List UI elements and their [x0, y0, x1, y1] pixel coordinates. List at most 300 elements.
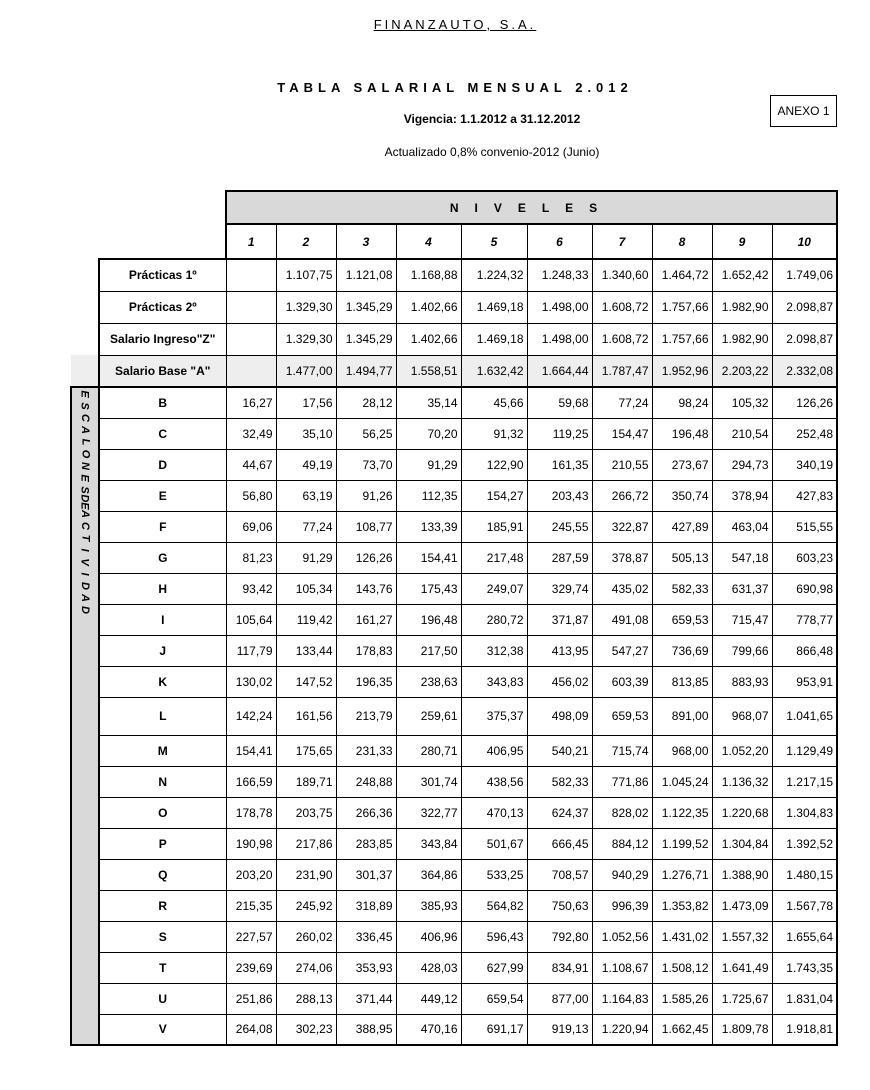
side-letter: A [78, 594, 91, 602]
level-header: 6 [527, 224, 592, 259]
value-cell: 1.304,83 [772, 797, 837, 828]
row-label: C [99, 418, 226, 449]
value-cell: 813,85 [652, 666, 712, 697]
value-cell: 178,83 [336, 635, 396, 666]
row-label: G [99, 542, 226, 573]
value-cell: 122,90 [461, 449, 527, 480]
value-cell: 736,69 [652, 635, 712, 666]
value-cell: 318,89 [336, 890, 396, 921]
empty-cell [99, 224, 226, 259]
value-cell: 249,07 [461, 573, 527, 604]
value-cell: 470,13 [461, 797, 527, 828]
value-cell: 340,19 [772, 449, 837, 480]
value-cell: 166,59 [226, 766, 276, 797]
row-label: S [99, 921, 226, 952]
level-header: 9 [712, 224, 772, 259]
value-cell: 582,33 [652, 573, 712, 604]
value-cell: 1.217,15 [772, 766, 837, 797]
value-cell: 252,48 [772, 418, 837, 449]
value-cell: 294,73 [712, 449, 772, 480]
value-cell: 217,50 [396, 635, 461, 666]
level-header: 3 [336, 224, 396, 259]
value-cell: 210,55 [592, 449, 652, 480]
value-cell: 375,37 [461, 697, 527, 735]
value-cell: 1.329,30 [276, 291, 336, 323]
value-cell: 2.098,87 [772, 291, 837, 323]
top-row [71, 355, 837, 387]
value-cell: 778,77 [772, 604, 837, 635]
value-cell: 161,35 [527, 449, 592, 480]
side-letter: O [79, 449, 91, 459]
value-cell: 533,25 [461, 859, 527, 890]
value-cell: 91,26 [336, 480, 396, 511]
value-cell: 378,87 [592, 542, 652, 573]
value-cell: 154,47 [592, 418, 652, 449]
value-cell: 210,54 [712, 418, 772, 449]
value-cell: 245,55 [527, 511, 592, 542]
value-cell: 631,37 [712, 573, 772, 604]
escalon-row [71, 797, 837, 828]
row-label: O [99, 797, 226, 828]
row-label: Prácticas 1º [99, 259, 226, 291]
value-cell: 91,29 [396, 449, 461, 480]
side-letter: DE [79, 494, 91, 510]
value-cell: 260,02 [276, 921, 336, 952]
value-cell: 28,12 [336, 387, 396, 418]
value-cell: 715,74 [592, 735, 652, 766]
side-letter: A [78, 510, 91, 518]
value-cell: 133,44 [276, 635, 336, 666]
value-cell: 1.477,00 [276, 355, 336, 387]
value-cell: 353,93 [336, 952, 396, 983]
level-header: 1 [226, 224, 276, 259]
value-cell: 371,44 [336, 983, 396, 1014]
top-row [71, 323, 837, 355]
row-label: Prácticas 2º [99, 291, 226, 323]
value-cell: 56,25 [336, 418, 396, 449]
value-cell: 105,32 [712, 387, 772, 418]
value-cell: 73,70 [336, 449, 396, 480]
value-cell: 322,77 [396, 797, 461, 828]
value-cell: 227,57 [226, 921, 276, 952]
value-cell: 1.749,06 [772, 259, 837, 291]
value-cell: 413,95 [527, 635, 592, 666]
escalon-row [71, 766, 837, 797]
value-cell: 336,45 [336, 921, 396, 952]
value-cell: 750,63 [527, 890, 592, 921]
value-cell: 1.480,15 [772, 859, 837, 890]
value-cell: 203,20 [226, 859, 276, 890]
value-cell: 49,19 [276, 449, 336, 480]
value-cell: 1.918,81 [772, 1014, 837, 1045]
value-cell: 178,78 [226, 797, 276, 828]
levels-row [71, 224, 837, 259]
escalon-row [71, 480, 837, 511]
value-cell: 1.757,66 [652, 291, 712, 323]
value-cell: 105,34 [276, 573, 336, 604]
value-cell [226, 323, 276, 355]
value-cell: 238,63 [396, 666, 461, 697]
value-cell: 659,54 [461, 983, 527, 1014]
escalones-side-label [71, 387, 99, 1045]
value-cell: 91,32 [461, 418, 527, 449]
value-cell: 968,07 [712, 697, 772, 735]
row-label: K [99, 666, 226, 697]
value-cell: 1.164,83 [592, 983, 652, 1014]
row-label: Q [99, 859, 226, 890]
updated-note: Actualizado 0,8% convenio-2012 (Junio) [384, 145, 600, 159]
value-cell: 435,02 [592, 573, 652, 604]
value-cell: 438,56 [461, 766, 527, 797]
value-cell: 1.608,72 [592, 323, 652, 355]
value-cell: 1.494,77 [336, 355, 396, 387]
value-cell: 1.041,65 [772, 697, 837, 735]
value-cell: 463,04 [712, 511, 772, 542]
value-cell: 1.388,90 [712, 859, 772, 890]
value-cell: 343,83 [461, 666, 527, 697]
value-cell: 385,93 [396, 890, 461, 921]
escalon-row [71, 666, 837, 697]
row-label: I [99, 604, 226, 635]
value-cell: 273,67 [652, 449, 712, 480]
value-cell: 301,37 [336, 859, 396, 890]
value-cell: 884,12 [592, 828, 652, 859]
value-cell: 883,93 [712, 666, 772, 697]
value-cell: 1.045,24 [652, 766, 712, 797]
value-cell: 708,57 [527, 859, 592, 890]
escalon-row [71, 921, 837, 952]
value-cell: 1.641,49 [712, 952, 772, 983]
value-cell: 427,83 [772, 480, 837, 511]
value-cell: 203,43 [527, 480, 592, 511]
escalon-row [71, 449, 837, 480]
value-cell: 624,37 [527, 797, 592, 828]
value-cell: 1.608,72 [592, 291, 652, 323]
value-cell: 259,61 [396, 697, 461, 735]
escalon-row [71, 952, 837, 983]
value-cell: 1.558,51 [396, 355, 461, 387]
side-letter: D [78, 606, 91, 614]
value-cell: 1.121,08 [336, 259, 396, 291]
empty-cell [71, 259, 99, 291]
niveles-title: NIVELES [226, 191, 837, 224]
value-cell: 1.345,29 [336, 291, 396, 323]
value-cell: 283,85 [336, 828, 396, 859]
value-cell: 2.098,87 [772, 323, 837, 355]
value-cell: 406,96 [396, 921, 461, 952]
value-cell: 877,00 [527, 983, 592, 1014]
empty-cell [71, 224, 99, 259]
escalon-row [71, 859, 837, 890]
row-label: Salario Ingreso"Z" [99, 323, 226, 355]
level-header: 10 [772, 224, 837, 259]
side-letter: C [78, 522, 91, 530]
value-cell: 456,02 [527, 666, 592, 697]
value-cell [226, 259, 276, 291]
row-label: H [99, 573, 226, 604]
value-cell: 119,25 [527, 418, 592, 449]
empty-cell [71, 291, 99, 323]
value-cell: 59,68 [527, 387, 592, 418]
value-cell: 1.464,72 [652, 259, 712, 291]
row-label: E [99, 480, 226, 511]
value-cell: 1.329,30 [276, 323, 336, 355]
value-cell: 1.340,60 [592, 259, 652, 291]
value-cell: 603,23 [772, 542, 837, 573]
value-cell: 515,55 [772, 511, 837, 542]
value-cell: 130,02 [226, 666, 276, 697]
value-cell: 91,29 [276, 542, 336, 573]
niveles-header-row [71, 191, 837, 224]
value-cell: 1.052,56 [592, 921, 652, 952]
escalon-row [71, 573, 837, 604]
annex-badge: ANEXO 1 [770, 95, 837, 127]
value-cell: 427,89 [652, 511, 712, 542]
escalon-row [71, 635, 837, 666]
value-cell: 119,42 [276, 604, 336, 635]
value-cell: 1.469,18 [461, 291, 527, 323]
value-cell: 968,00 [652, 735, 712, 766]
side-letter: E [79, 474, 91, 482]
value-cell: 215,35 [226, 890, 276, 921]
value-cell: 596,43 [461, 921, 527, 952]
value-cell: 126,26 [336, 542, 396, 573]
escalon-row [71, 604, 837, 635]
value-cell: 771,86 [592, 766, 652, 797]
value-cell: 161,27 [336, 604, 396, 635]
value-cell: 142,24 [226, 697, 276, 735]
salary-table [70, 190, 838, 1046]
value-cell: 16,27 [226, 387, 276, 418]
escalon-row [71, 735, 837, 766]
value-cell: 1.655,64 [772, 921, 837, 952]
value-cell: 133,39 [396, 511, 461, 542]
value-cell: 371,87 [527, 604, 592, 635]
value-cell: 17,56 [276, 387, 336, 418]
value-cell: 81,23 [226, 542, 276, 573]
value-cell: 1.220,94 [592, 1014, 652, 1045]
value-cell: 1.662,45 [652, 1014, 712, 1045]
escalon-row [71, 983, 837, 1014]
top-row [71, 259, 837, 291]
value-cell: 1.952,96 [652, 355, 712, 387]
value-cell: 501,67 [461, 828, 527, 859]
value-cell: 1.402,66 [396, 323, 461, 355]
level-header: 2 [276, 224, 336, 259]
value-cell: 112,35 [396, 480, 461, 511]
value-cell: 690,98 [772, 573, 837, 604]
value-cell: 498,09 [527, 697, 592, 735]
value-cell: 56,80 [226, 480, 276, 511]
value-cell: 1.108,67 [592, 952, 652, 983]
value-cell: 312,38 [461, 635, 527, 666]
value-cell: 44,67 [226, 449, 276, 480]
value-cell: 582,33 [527, 766, 592, 797]
value-cell: 126,26 [772, 387, 837, 418]
row-label: F [99, 511, 226, 542]
value-cell: 77,24 [276, 511, 336, 542]
escalon-row [71, 697, 837, 735]
value-cell: 239,69 [226, 952, 276, 983]
value-cell: 891,00 [652, 697, 712, 735]
escalon-row [71, 828, 837, 859]
value-cell: 1.402,66 [396, 291, 461, 323]
value-cell: 564,82 [461, 890, 527, 921]
value-cell: 1.392,52 [772, 828, 837, 859]
value-cell: 231,90 [276, 859, 336, 890]
value-cell: 154,27 [461, 480, 527, 511]
side-letter: I [79, 548, 91, 552]
value-cell: 505,13 [652, 542, 712, 573]
company-name: FINANZAUTO, S.A. [373, 17, 537, 32]
value-cell: 147,52 [276, 666, 336, 697]
value-cell: 105,64 [226, 604, 276, 635]
value-cell: 659,53 [592, 697, 652, 735]
level-header: 5 [461, 224, 527, 259]
row-label: V [99, 1014, 226, 1045]
value-cell: 196,35 [336, 666, 396, 697]
value-cell: 1.585,26 [652, 983, 712, 1014]
value-cell: 77,24 [592, 387, 652, 418]
value-cell: 1.982,90 [712, 323, 772, 355]
page-title: TABLA SALARIAL MENSUAL 2.012 [277, 80, 633, 95]
value-cell: 799,66 [712, 635, 772, 666]
value-cell: 1.557,32 [712, 921, 772, 952]
row-label: R [99, 890, 226, 921]
value-cell: 154,41 [396, 542, 461, 573]
value-cell: 659,53 [652, 604, 712, 635]
value-cell: 627,99 [461, 952, 527, 983]
value-cell: 248,88 [336, 766, 396, 797]
row-label: L [99, 697, 226, 735]
value-cell: 1.473,09 [712, 890, 772, 921]
empty-cell [71, 323, 99, 355]
value-cell: 1.304,84 [712, 828, 772, 859]
value-cell: 45,66 [461, 387, 527, 418]
side-letter: V [79, 558, 91, 566]
value-cell: 245,92 [276, 890, 336, 921]
value-cell: 32,49 [226, 418, 276, 449]
value-cell: 231,33 [336, 735, 396, 766]
value-cell: 274,06 [276, 952, 336, 983]
row-label: Salario Base "A" [99, 355, 226, 387]
value-cell: 1.664,44 [527, 355, 592, 387]
top-row [71, 291, 837, 323]
empty-cell [71, 191, 99, 224]
row-label: M [99, 735, 226, 766]
value-cell: 1.469,18 [461, 323, 527, 355]
value-cell: 1.632,42 [461, 355, 527, 387]
value-cell: 1.220,68 [712, 797, 772, 828]
value-cell: 940,29 [592, 859, 652, 890]
value-cell: 108,77 [336, 511, 396, 542]
value-cell [226, 291, 276, 323]
value-cell: 35,14 [396, 387, 461, 418]
value-cell: 287,59 [527, 542, 592, 573]
value-cell: 378,94 [712, 480, 772, 511]
value-cell: 996,39 [592, 890, 652, 921]
value-cell: 217,48 [461, 542, 527, 573]
value-cell: 547,18 [712, 542, 772, 573]
value-cell: 2.332,08 [772, 355, 837, 387]
value-cell: 2.203,22 [712, 355, 772, 387]
escalon-row [71, 890, 837, 921]
value-cell: 866,48 [772, 635, 837, 666]
value-cell: 185,91 [461, 511, 527, 542]
value-cell: 35,10 [276, 418, 336, 449]
value-cell: 98,24 [652, 387, 712, 418]
value-cell: 322,87 [592, 511, 652, 542]
value-cell: 175,43 [396, 573, 461, 604]
value-cell: 828,02 [592, 797, 652, 828]
validity-text: Vigencia: 1.1.2012 a 31.12.2012 [403, 112, 581, 126]
side-letter: D [78, 582, 91, 590]
escalon-row [71, 542, 837, 573]
value-cell: 603,39 [592, 666, 652, 697]
value-cell: 406,95 [461, 735, 527, 766]
row-label: D [99, 449, 226, 480]
escalon-row [71, 387, 837, 418]
row-label: N [99, 766, 226, 797]
value-cell: 834,91 [527, 952, 592, 983]
value-cell: 350,74 [652, 480, 712, 511]
value-cell: 919,13 [527, 1014, 592, 1045]
value-cell: 93,42 [226, 573, 276, 604]
side-letter: L [78, 438, 91, 446]
value-cell: 117,79 [226, 635, 276, 666]
value-cell: 1.508,12 [652, 952, 712, 983]
value-cell: 491,08 [592, 604, 652, 635]
value-cell: 953,91 [772, 666, 837, 697]
value-cell: 1.353,82 [652, 890, 712, 921]
side-letter: S [79, 402, 91, 410]
value-cell: 280,71 [396, 735, 461, 766]
level-header: 4 [396, 224, 461, 259]
row-label: U [99, 983, 226, 1014]
value-cell: 217,86 [276, 828, 336, 859]
escalon-row [71, 418, 837, 449]
value-cell: 666,45 [527, 828, 592, 859]
value-cell: 1.129,49 [772, 735, 837, 766]
value-cell: 1.276,71 [652, 859, 712, 890]
value-cell: 251,86 [226, 983, 276, 1014]
value-cell: 1.052,20 [712, 735, 772, 766]
escalon-row [71, 511, 837, 542]
value-cell: 364,86 [396, 859, 461, 890]
side-letter: S [79, 486, 91, 494]
value-cell: 63,19 [276, 480, 336, 511]
empty-cell [99, 191, 226, 224]
value-cell: 715,47 [712, 604, 772, 635]
value-cell: 1.345,29 [336, 323, 396, 355]
value-cell: 1.199,52 [652, 828, 712, 859]
value-cell: 161,56 [276, 697, 336, 735]
side-letter: E [79, 390, 91, 398]
value-cell: 329,74 [527, 573, 592, 604]
row-label: J [99, 635, 226, 666]
value-cell: 540,21 [527, 735, 592, 766]
value-cell: 175,65 [276, 735, 336, 766]
value-cell: 1.248,33 [527, 259, 592, 291]
value-cell: 301,74 [396, 766, 461, 797]
value-cell: 1.567,78 [772, 890, 837, 921]
side-letter: C [78, 414, 91, 422]
value-cell: 449,12 [396, 983, 461, 1014]
value-cell: 343,84 [396, 828, 461, 859]
value-cell: 143,76 [336, 573, 396, 604]
value-cell: 196,48 [396, 604, 461, 635]
value-cell: 1.982,90 [712, 291, 772, 323]
